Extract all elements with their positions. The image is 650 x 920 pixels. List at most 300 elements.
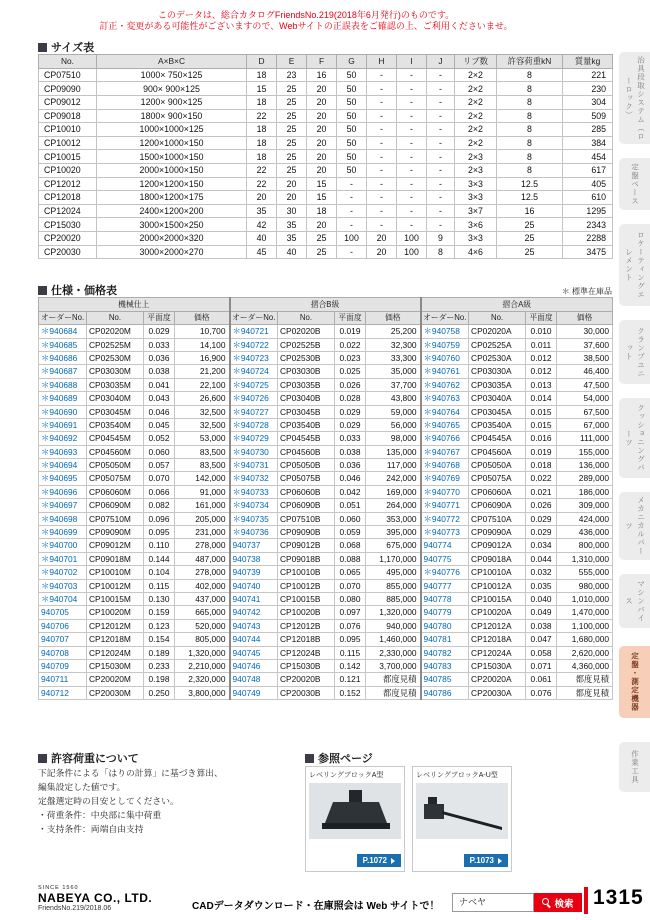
table-cell: CP03045A: [469, 405, 526, 418]
table-cell: 50: [337, 123, 367, 137]
table-cell: CP15030B: [278, 659, 335, 672]
table-cell: 136,000: [557, 459, 613, 472]
table-cell: 0.014: [526, 392, 557, 405]
table-row: [39, 109, 613, 123]
column-header: No.: [469, 311, 526, 325]
table-cell: CP10015A: [469, 593, 526, 606]
column-header: E: [277, 55, 307, 69]
table-cell: -: [367, 95, 397, 109]
table-cell: CP04545B: [278, 432, 335, 445]
table-cell: CP10020: [39, 163, 97, 177]
table-row: [39, 619, 613, 632]
table-cell: 18: [247, 68, 277, 82]
table-cell: 1295: [563, 204, 613, 218]
table-row: [39, 552, 613, 565]
table-cell: CP09018: [39, 109, 97, 123]
table-cell: CP10020A: [469, 606, 526, 619]
table-cell: CP09012M: [87, 539, 144, 552]
table-row: [39, 95, 613, 109]
table-cell: 111,000: [557, 432, 613, 445]
table-cell: 940712: [39, 686, 87, 699]
table-cell: 940708: [39, 646, 87, 659]
table-cell: 940,000: [366, 619, 421, 632]
table-cell: 885,000: [366, 593, 421, 606]
page-link-label: P.1073: [469, 856, 494, 865]
price-table-title-text: 仕様・価格表: [51, 285, 117, 297]
load-note-line: ・支持条件：両端自由支持: [38, 824, 144, 834]
leveling-block-au-image: [416, 783, 508, 839]
table-cell: 12.5: [497, 191, 563, 205]
table-cell: ＊940762: [421, 378, 469, 391]
table-cell: 940748: [230, 673, 278, 686]
table-cell: -: [367, 218, 397, 232]
table-cell: 22: [247, 109, 277, 123]
table-cell: 855,000: [366, 579, 421, 592]
table-cell: 25: [497, 245, 563, 259]
table-cell: CP20030M: [87, 686, 144, 699]
table-cell: 25: [277, 163, 307, 177]
load-note-line: 下記条件による「はりの計算」に基づき算出、: [38, 768, 223, 778]
table-cell: ＊940684: [39, 325, 87, 338]
table-cell: 0.034: [526, 539, 557, 552]
group-header-machined: 機械仕上: [39, 298, 230, 312]
table-cell: 30,000: [557, 325, 613, 338]
table-cell: 22: [247, 163, 277, 177]
table-cell: 14,100: [175, 338, 230, 351]
table-cell: -: [397, 82, 427, 96]
table-cell: 0.115: [335, 646, 366, 659]
table-cell: 0.028: [335, 392, 366, 405]
table-cell: -: [337, 177, 367, 191]
table-cell: 8: [427, 245, 455, 259]
table-cell: -: [367, 136, 397, 150]
table-cell: 454: [563, 150, 613, 164]
table-cell: CP20030: [39, 245, 97, 259]
table-cell: 25,200: [366, 325, 421, 338]
table-cell: 38,500: [557, 351, 613, 364]
sidebar-tab-machine-vises[interactable]: マシンバイス: [619, 574, 650, 628]
table-cell: 20: [307, 150, 337, 164]
section-bullet-icon: [38, 286, 47, 295]
table-cell: 2×2: [455, 109, 497, 123]
table-cell: -: [367, 191, 397, 205]
table-cell: ＊940766: [421, 432, 469, 445]
page-number-accent-bar: [584, 887, 588, 914]
table-cell: CP09090A: [469, 526, 526, 539]
table-cell: ＊940769: [421, 472, 469, 485]
table-cell: 0.076: [335, 619, 366, 632]
table-cell: 20: [367, 245, 397, 259]
page-link-label: P.1072: [362, 856, 387, 865]
table-cell: 805,000: [175, 633, 230, 646]
table-cell: 940778: [421, 593, 469, 606]
load-note-body: [38, 766, 298, 836]
table-cell: 221: [563, 68, 613, 82]
table-cell: CP03035A: [469, 378, 526, 391]
table-cell: CP03030M: [87, 365, 144, 378]
table-row: [39, 191, 613, 205]
search-input[interactable]: ナベヤ: [452, 893, 534, 912]
table-cell: 402,000: [175, 579, 230, 592]
table-cell: 0.070: [335, 579, 366, 592]
table-cell: 940706: [39, 619, 87, 632]
table-cell: 18: [247, 95, 277, 109]
table-cell: 8: [497, 95, 563, 109]
catalog-number: FriendsNo.219/2018.06: [38, 905, 112, 912]
table-cell: 0.198: [144, 673, 175, 686]
table-cell: 50: [337, 136, 367, 150]
table-cell: ＊940773: [421, 526, 469, 539]
table-row: [39, 646, 613, 659]
table-cell: CP06090M: [87, 499, 144, 512]
table-cell: CP12024A: [469, 646, 526, 659]
table-cell: CP09090M: [87, 526, 144, 539]
table-cell: 800,000: [557, 539, 613, 552]
reference-title-text: 参照ページ: [318, 753, 373, 765]
table-cell: 0.022: [526, 472, 557, 485]
table-cell: CP12012A: [469, 619, 526, 632]
table-cell: CP20030B: [278, 686, 335, 699]
table-cell: 45: [247, 245, 277, 259]
table-cell: CP12024M: [87, 646, 144, 659]
table-cell: 0.019: [335, 325, 366, 338]
table-cell: 0.038: [335, 445, 366, 458]
sidebar-tab-clamp-units[interactable]: クランプユニット: [619, 320, 650, 384]
column-header: 平面度: [526, 311, 557, 325]
table-cell: 0.058: [526, 646, 557, 659]
stock-note: ＊ 標準在庫品: [561, 287, 612, 296]
table-cell: CP06090B: [278, 499, 335, 512]
table-row: [39, 231, 613, 245]
table-cell: 53,000: [175, 432, 230, 445]
table-cell: 1800× 900×150: [97, 109, 247, 123]
table-cell: 0.051: [335, 499, 366, 512]
table-cell: -: [397, 177, 427, 191]
table-cell: CP12018A: [469, 633, 526, 646]
table-cell: 9: [427, 231, 455, 245]
table-cell: 15: [307, 191, 337, 205]
table-cell: 980,000: [557, 579, 613, 592]
table-cell: 20: [307, 109, 337, 123]
table-cell: 278,000: [175, 539, 230, 552]
load-note-title: [38, 750, 139, 766]
table-cell: 8: [497, 136, 563, 150]
reference-card-leveling-block-au: [412, 766, 512, 872]
table-cell: CP02530M: [87, 351, 144, 364]
price-group-header-row: [39, 298, 613, 312]
table-cell: -: [337, 245, 367, 259]
table-cell: 0.033: [144, 338, 175, 351]
table-cell: CP09018A: [469, 552, 526, 565]
table-cell: 40: [247, 231, 277, 245]
table-cell: 25: [497, 231, 563, 245]
table-cell: 20: [307, 218, 337, 232]
table-cell: 32,500: [175, 418, 230, 431]
table-cell: 2×3: [455, 150, 497, 164]
table-cell: 117,000: [366, 459, 421, 472]
table-cell: 0.115: [144, 579, 175, 592]
table-cell: ＊940722: [230, 338, 278, 351]
table-cell: 309,000: [557, 499, 613, 512]
sidebar-tab-surface-plates-measuring[interactable]: 定盤・測定機器: [619, 646, 650, 718]
table-cell: 0.032: [526, 566, 557, 579]
table-cell: 3475: [563, 245, 613, 259]
column-header: H: [367, 55, 397, 69]
table-cell: 12.5: [497, 177, 563, 191]
table-cell: 940780: [421, 619, 469, 632]
table-cell: 405: [563, 177, 613, 191]
table-cell: CP12024: [39, 204, 97, 218]
table-cell: 617: [563, 163, 613, 177]
table-cell: CP09090: [39, 82, 97, 96]
table-cell: 0.046: [144, 405, 175, 418]
table-cell: CP15030A: [469, 659, 526, 672]
table-cell: CP12024B: [278, 646, 335, 659]
table-cell: 0.104: [144, 566, 175, 579]
table-cell: 0.022: [335, 338, 366, 351]
table-cell: 0.029: [526, 512, 557, 525]
table-cell: 0.040: [526, 593, 557, 606]
page-link-1073[interactable]: [464, 854, 508, 867]
table-cell: ＊940736: [230, 526, 278, 539]
table-cell: CP03045M: [87, 405, 144, 418]
arrow-right-icon: [498, 858, 502, 864]
table-cell: 0.042: [335, 485, 366, 498]
table-cell: ＊940690: [39, 405, 87, 418]
table-cell: CP12018B: [278, 633, 335, 646]
table-cell: CP07510: [39, 68, 97, 82]
table-cell: -: [397, 204, 427, 218]
table-cell: 100: [397, 231, 427, 245]
table-cell: 278,000: [175, 566, 230, 579]
table-cell: 8: [497, 109, 563, 123]
table-cell: 0.047: [526, 633, 557, 646]
table-cell: ＊940686: [39, 351, 87, 364]
table-cell: 0.015: [526, 418, 557, 431]
table-cell: 142,000: [175, 472, 230, 485]
table-cell: ＊940694: [39, 459, 87, 472]
table-row: [39, 472, 613, 485]
table-cell: 25: [277, 150, 307, 164]
table-row: [39, 633, 613, 646]
table-cell: 25: [307, 231, 337, 245]
table-cell: 10,700: [175, 325, 230, 338]
table-row: [39, 392, 613, 405]
table-cell: -: [397, 218, 427, 232]
table-cell: CP10012M: [87, 579, 144, 592]
table-cell: 35,000: [366, 365, 421, 378]
group-header-scraped-b: 摺合B級: [230, 298, 421, 312]
table-cell: 100: [397, 245, 427, 259]
table-cell: 25: [277, 95, 307, 109]
table-cell: 46,400: [557, 365, 613, 378]
column-header: 許容荷重kN: [497, 55, 563, 69]
table-cell: CP04560A: [469, 445, 526, 458]
table-cell: CP09018B: [278, 552, 335, 565]
table-row: [39, 204, 613, 218]
table-cell: CP03030B: [278, 365, 335, 378]
table-cell: CP20020: [39, 231, 97, 245]
table-cell: ＊940693: [39, 445, 87, 458]
table-cell: ＊940765: [421, 418, 469, 431]
table-row: [39, 566, 613, 579]
table-cell: 2×2: [455, 123, 497, 137]
table-cell: 2×3: [455, 163, 497, 177]
table-cell: 3,700,000: [366, 659, 421, 672]
sidebar-tab-locating-elements[interactable]: ロケーティングエレメント: [619, 224, 650, 306]
table-cell: 15: [247, 82, 277, 96]
search-button-label: 検索: [554, 898, 574, 910]
table-cell: 940742: [230, 606, 278, 619]
table-cell: 940739: [230, 566, 278, 579]
table-row: [39, 351, 613, 364]
table-cell: 3×3: [455, 177, 497, 191]
table-cell: ＊940760: [421, 351, 469, 364]
table-cell: 1,100,000: [557, 619, 613, 632]
table-cell: CP03035M: [87, 378, 144, 391]
table-cell: CP03540A: [469, 418, 526, 431]
table-cell: CP04545M: [87, 432, 144, 445]
table-cell: 0.011: [526, 338, 557, 351]
table-cell: ＊940770: [421, 485, 469, 498]
table-cell: -: [397, 163, 427, 177]
table-cell: 4,360,000: [557, 659, 613, 672]
column-header: J: [427, 55, 455, 69]
table-cell: CP04560M: [87, 445, 144, 458]
table-cell: CP20020A: [469, 673, 526, 686]
table-cell: -: [367, 82, 397, 96]
page-number: 1315: [593, 886, 644, 909]
table-cell: 15: [307, 177, 337, 191]
sidebar-tab-hand-tools[interactable]: 作業工具: [619, 742, 650, 792]
load-note-line: 編集設定した値です。: [38, 782, 126, 792]
table-cell: 0.095: [335, 633, 366, 646]
table-cell: 0.057: [144, 459, 175, 472]
table-cell: 都度見積: [557, 673, 613, 686]
table-cell: 0.023: [335, 351, 366, 364]
arrow-right-icon: [391, 858, 395, 864]
table-row: [39, 526, 613, 539]
table-cell: 2343: [563, 218, 613, 232]
sidebar-tab-cushioning-parts[interactable]: クッショニングパーツ: [619, 398, 650, 478]
table-cell: 0.044: [526, 552, 557, 565]
table-cell: 0.029: [335, 405, 366, 418]
table-cell: 940740: [230, 579, 278, 592]
table-row: [39, 378, 613, 391]
table-cell: CP02020M: [87, 325, 144, 338]
load-note-line: ・荷重条件：中央部に集中荷重: [38, 810, 162, 820]
table-cell: CP06060B: [278, 485, 335, 498]
table-cell: 940785: [421, 673, 469, 686]
ref-card-label: レベリングブロックA型: [309, 772, 384, 779]
page-link-1072[interactable]: [357, 854, 401, 867]
table-cell: 1800×1200×175: [97, 191, 247, 205]
table-cell: ＊940733: [230, 485, 278, 498]
table-cell: 0.036: [335, 459, 366, 472]
table-cell: CP05075A: [469, 472, 526, 485]
table-cell: 940779: [421, 606, 469, 619]
table-row: [39, 82, 613, 96]
table-cell: 940707: [39, 633, 87, 646]
table-cell: CP02525B: [278, 338, 335, 351]
table-cell: ＊940764: [421, 405, 469, 418]
table-cell: 0.049: [526, 606, 557, 619]
table-cell: 3×7: [455, 204, 497, 218]
table-cell: -: [397, 95, 427, 109]
table-row: [39, 405, 613, 418]
table-cell: 50: [337, 95, 367, 109]
table-cell: CP03045B: [278, 405, 335, 418]
table-cell: 0.046: [335, 472, 366, 485]
table-cell: 2×2: [455, 68, 497, 82]
sidebar-tab-mechanical-parts[interactable]: メカニカルパーツ: [619, 492, 650, 560]
sidebar-tab-surface-plate-base[interactable]: 定盤ベース: [619, 158, 650, 210]
search-button[interactable]: [534, 893, 582, 912]
table-cell: 50: [337, 68, 367, 82]
table-cell: 135,000: [366, 445, 421, 458]
table-cell: 23: [277, 68, 307, 82]
table-cell: CP10020B: [278, 606, 335, 619]
table-cell: ＊940688: [39, 378, 87, 391]
table-cell: 940711: [39, 673, 87, 686]
table-cell: -: [367, 123, 397, 137]
table-cell: ＊940772: [421, 512, 469, 525]
table-cell: 0.010: [526, 325, 557, 338]
price-table: [38, 297, 613, 700]
table-cell: -: [427, 68, 455, 82]
table-cell: CP10020M: [87, 606, 144, 619]
table-cell: 3×6: [455, 218, 497, 232]
table-cell: 16: [497, 204, 563, 218]
table-cell: 900× 900×125: [97, 82, 247, 96]
size-table-title-text: サイズ表: [51, 42, 95, 54]
table-row: [39, 123, 613, 137]
table-cell: 0.059: [335, 526, 366, 539]
table-row: [39, 539, 613, 552]
notice-line-1: このデータは、総合カタログFriendsNo.219(2018年6月発行)のものです。: [157, 10, 455, 20]
table-cell: 940705: [39, 606, 87, 619]
column-header: 平面度: [144, 311, 175, 325]
table-cell: 1200×1000×150: [97, 136, 247, 150]
column-header: No.: [39, 55, 97, 69]
table-cell: 2,620,000: [557, 646, 613, 659]
table-cell: 0.065: [335, 566, 366, 579]
sidebar-tab-jig-setup-system[interactable]: 治具段取システム（ローロック）: [619, 52, 650, 144]
magnifier-icon: [542, 898, 551, 907]
table-cell: 0.088: [335, 552, 366, 565]
column-header: D: [247, 55, 277, 69]
table-cell: ＊940699: [39, 526, 87, 539]
table-cell: ＊940696: [39, 485, 87, 498]
table-cell: CP02020A: [469, 325, 526, 338]
table-cell: 0.095: [144, 526, 175, 539]
table-cell: 289,000: [557, 472, 613, 485]
table-cell: 1,170,000: [366, 552, 421, 565]
table-cell: CP04560B: [278, 445, 335, 458]
table-cell: ＊940725: [230, 378, 278, 391]
table-cell: 4×6: [455, 245, 497, 259]
reference-card-leveling-block-a: [305, 766, 405, 872]
table-row: [39, 68, 613, 82]
table-cell: 0.021: [526, 485, 557, 498]
table-cell: ＊940729: [230, 432, 278, 445]
table-cell: 0.035: [526, 579, 557, 592]
cad-download-text: CADデータダウンロード・在庫照会は Web サイトで！: [192, 901, 440, 912]
table-cell: 43,800: [366, 392, 421, 405]
table-cell: 0.036: [144, 351, 175, 364]
table-cell: 555,000: [557, 566, 613, 579]
load-note-title-text: 許容荷重について: [51, 753, 139, 765]
